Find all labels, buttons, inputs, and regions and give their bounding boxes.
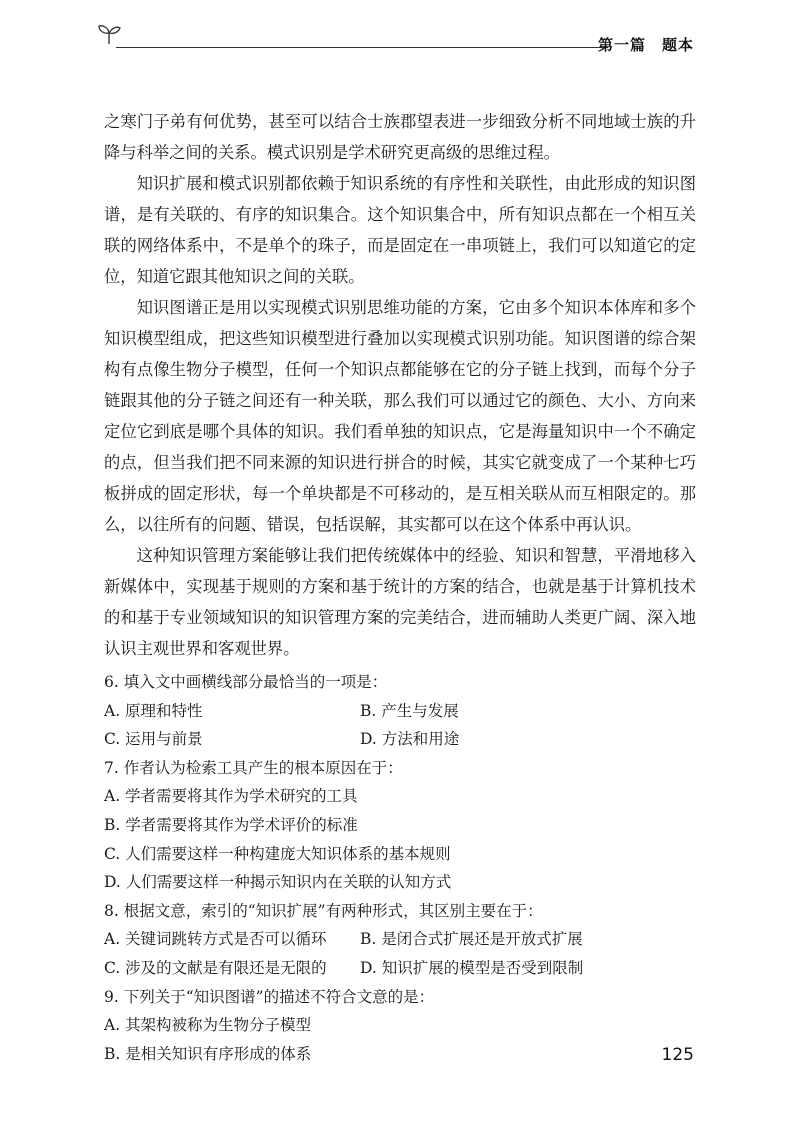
option-b: B. 是相关知识有序形成的体系 bbox=[104, 1044, 312, 1063]
option-row bbox=[104, 925, 696, 954]
option-c: C. 运用与前景 bbox=[104, 730, 203, 749]
option-row bbox=[104, 954, 696, 983]
question-stem: 6. 填入文中画横线部分最恰当的一项是： bbox=[104, 673, 388, 691]
question-stem: 9. 下列关于“知识图谱”的描述不符合文意的是： bbox=[104, 987, 435, 1006]
option-a: A. 关键词跳转方式是否可以循环 bbox=[104, 930, 327, 949]
question-list bbox=[104, 668, 696, 1068]
paragraph: 这种知识管理方案能够让我们把传统媒体中的经验、知识和智慧，平滑地移入新媒体中，实现基于规则的方案和基于统计的方案的结合，也就是基于计算机技术的和基于专业领域知识的知识管理方案的完美结合，进而辅助人类更广阔、深入地认识主观世界和客观世界。 bbox=[104, 546, 696, 658]
running-header bbox=[96, 20, 696, 56]
option-b: B. 是闭合式扩展还是开放式扩展 bbox=[360, 930, 583, 949]
question-stem: 7. 作者认为检索工具产生的根本原因在于： bbox=[104, 758, 403, 777]
option-c: C. 涉及的文献是有限还是无限的 bbox=[104, 958, 327, 977]
option-row bbox=[104, 725, 696, 754]
page-content bbox=[104, 106, 696, 1068]
option-b: B. 产生与发展 bbox=[360, 701, 459, 720]
option-b: B. 学者需要将其作为学术评价的标准 bbox=[104, 815, 358, 834]
question-stem: 8. 根据文意，索引的“知识扩展”有两种形式，其区别主要在于： bbox=[104, 901, 543, 920]
option-d: D. 知识扩展的模型是否受到限制 bbox=[360, 958, 584, 977]
option-d: D. 人们需要这样一种揭示知识内在关联的认知方式 bbox=[104, 873, 452, 892]
option-a: A. 其架构被称为生物分子模型 bbox=[104, 1016, 312, 1035]
section-title: 第一篇 题本 bbox=[597, 36, 694, 54]
paragraph: 知识图谱正是用以实现模式识别思维功能的方案，它由多个知识本体库和多个知识模型组成，把这些知识模型进行叠加以实现模式识别功能。知识图谱的综合架构有点像生物分子模型，任何一个知识点都能够在它的分子链上找到，而每个分子链跟其他的分子链之间还有一种关联，那么我们可以通过它的颜色、大小、方向来定位它到底是哪个具体的知识。我们看单独的知识点，它是海量知识中一个不确定的点，但当我们把不同来源的知识进行拼合的时候，其实它就变成了一个某种七巧板拼成的固定形状，每一个单块都是不可移动的，是互相关联从而互相限定的。那么，以往所有的问题、错误，包括误解，其实都可以在这个体系中再认识。 bbox=[104, 298, 696, 534]
option-row bbox=[104, 697, 696, 726]
page-number: 125 bbox=[661, 1045, 694, 1065]
paragraph: 知识扩展和模式识别都依赖于知识系统的有序性和关联性，由此形成的知识图谱，是有关联的、有序的知识集合。这个知识集合中，所有知识点都在一个相互关联的网络体系中，不是单个的珠子，而是固定在一串项链上，我们可以知道它的定位，知道它跟其他知识之间的关联。 bbox=[104, 174, 696, 286]
option-c: C. 人们需要这样一种构建庞大知识体系的基本规则 bbox=[104, 844, 451, 863]
sprout-icon bbox=[96, 22, 122, 46]
paragraph: 之寒门子弟有何优势，甚至可以结合士族郡望表进一步细致分析不同地域士族的升降与科举之间的关系。模式识别是学术研究更高级的思维过程。 bbox=[104, 112, 696, 162]
header-rule bbox=[116, 47, 608, 48]
option-a: A. 原理和特性 bbox=[104, 701, 203, 720]
option-a: A. 学者需要将其作为学术研究的工具 bbox=[104, 787, 358, 806]
option-d: D. 方法和用途 bbox=[360, 730, 460, 749]
